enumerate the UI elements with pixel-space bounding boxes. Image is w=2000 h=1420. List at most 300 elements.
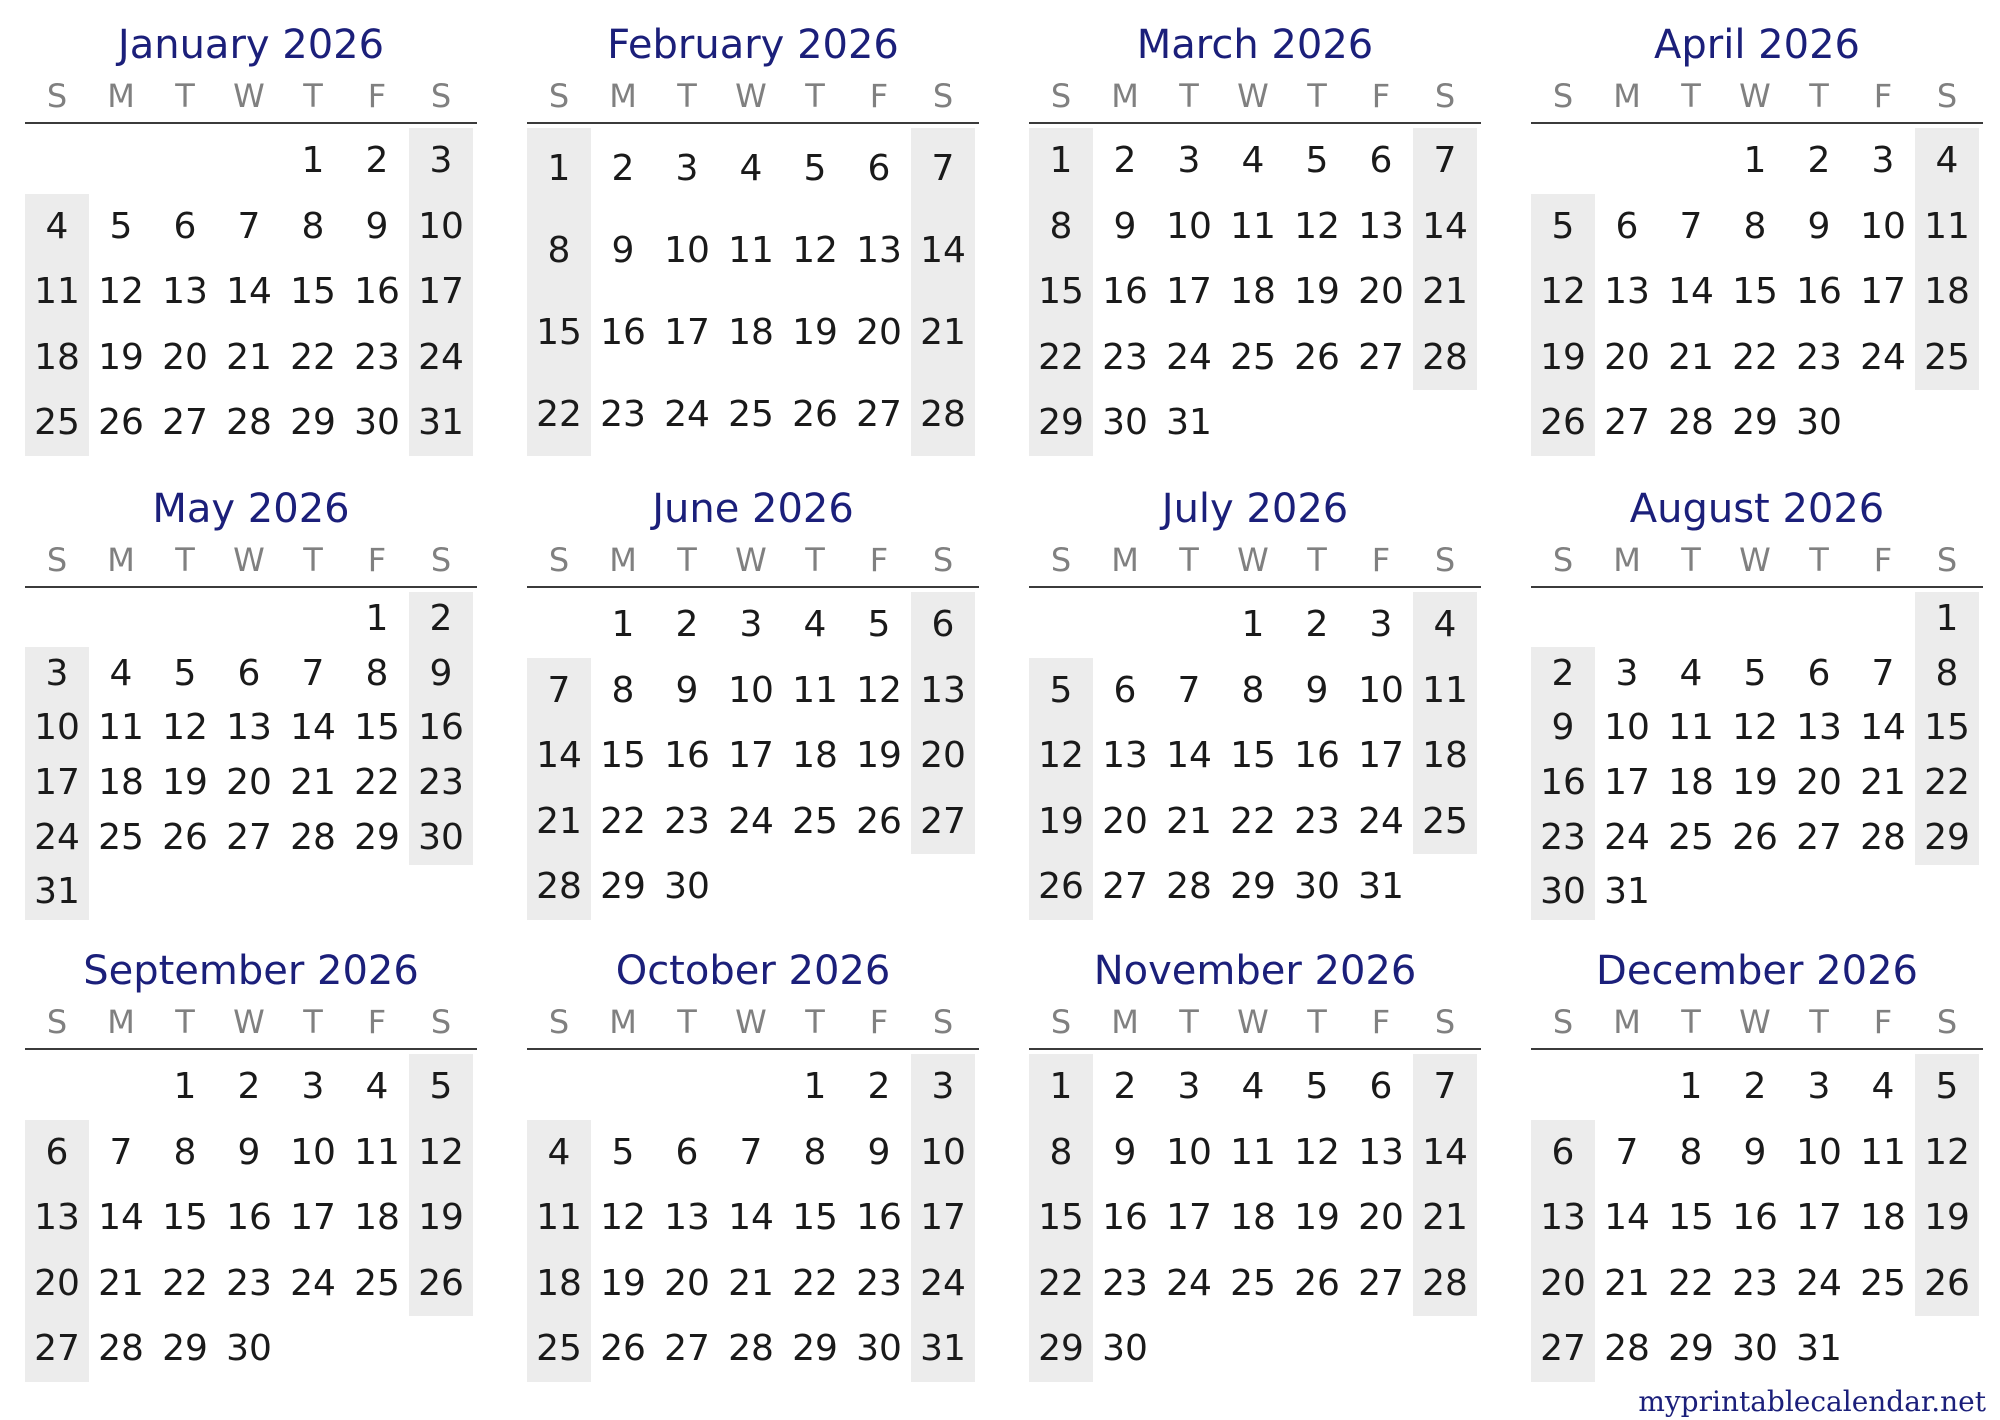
day-cell: 9 <box>429 652 453 694</box>
day-cell: 5 <box>1743 652 1767 694</box>
day-cell: 23 <box>354 336 400 378</box>
header-rule <box>1531 586 1983 588</box>
day-cell: 29 <box>1038 1328 1084 1370</box>
weekday-header: T <box>1809 77 1829 115</box>
day-cell: 29 <box>290 402 336 444</box>
weekday-header: S <box>46 77 68 115</box>
weekday-header: W <box>1237 541 1269 579</box>
day-cell: 2 <box>867 1066 891 1107</box>
day-cell: 28 <box>1604 1328 1650 1370</box>
day-cell: 12 <box>98 271 144 313</box>
day-cell: 13 <box>226 707 272 749</box>
weekday-header: M <box>609 77 637 115</box>
weekday-header: S <box>46 541 68 579</box>
day-cell: 15 <box>792 1197 838 1239</box>
month-title: July 2026 <box>1161 486 1349 532</box>
day-cell: 16 <box>1796 271 1842 313</box>
weekday-header: T <box>1681 1003 1701 1041</box>
day-cell: 14 <box>1422 205 1468 247</box>
day-cell: 27 <box>1796 816 1842 858</box>
day-cell: 17 <box>34 762 80 803</box>
day-cell: 4 <box>109 652 133 694</box>
day-cell: 26 <box>792 394 838 435</box>
day-cell: 18 <box>354 1197 400 1239</box>
day-cell: 12 <box>1038 735 1084 777</box>
day-cell: 2 <box>675 604 699 645</box>
day-cell: 29 <box>162 1328 208 1370</box>
day-cell: 16 <box>1102 271 1148 313</box>
day-cell: 23 <box>1796 336 1842 378</box>
day-cell: 9 <box>1113 1131 1137 1173</box>
weekday-header: W <box>1739 77 1771 115</box>
day-cell: 21 <box>1422 1197 1468 1239</box>
day-cell: 16 <box>1102 1197 1148 1239</box>
weekday-header: T <box>677 541 697 579</box>
day-cell: 21 <box>1604 1262 1650 1304</box>
day-cell: 22 <box>792 1262 838 1304</box>
weekday-header: F <box>1873 1003 1893 1041</box>
day-cell: 15 <box>354 707 400 749</box>
day-cell: 25 <box>34 402 80 444</box>
day-cell: 14 <box>1668 271 1714 313</box>
day-cell: 11 <box>354 1131 400 1173</box>
day-cell: 9 <box>365 205 389 247</box>
day-cell: 23 <box>1540 816 1586 858</box>
day-cell: 8 <box>803 1131 827 1173</box>
day-cell: 28 <box>98 1328 144 1370</box>
weekday-header: T <box>805 541 825 579</box>
day-cell: 30 <box>418 816 464 858</box>
day-cell: 10 <box>1604 707 1650 749</box>
footer-url: myprintablecalendar.net <box>1638 1385 1986 1418</box>
day-cell: 12 <box>1732 707 1778 749</box>
day-cell: 14 <box>1604 1197 1650 1239</box>
day-cell: 27 <box>1540 1328 1586 1370</box>
day-cell: 30 <box>1102 402 1148 444</box>
day-cell: 1 <box>1743 140 1767 181</box>
day-cell: 12 <box>1924 1131 1970 1173</box>
weekday-header: S <box>548 77 570 115</box>
day-cell: 7 <box>301 652 325 694</box>
day-cell: 15 <box>1230 735 1276 777</box>
weekday-header: F <box>367 77 387 115</box>
day-cell: 10 <box>1166 1131 1212 1173</box>
day-cell: 10 <box>34 707 80 749</box>
day-cell: 26 <box>600 1328 646 1370</box>
weekday-header: S <box>932 541 954 579</box>
day-cell: 2 <box>365 140 389 181</box>
day-cell: 9 <box>237 1131 261 1173</box>
weekday-header: F <box>1371 1003 1391 1041</box>
day-cell: 24 <box>1166 336 1212 378</box>
day-cell: 10 <box>1166 205 1212 247</box>
day-cell: 12 <box>418 1131 464 1173</box>
day-cell: 29 <box>600 866 646 908</box>
day-cell: 29 <box>1732 402 1778 444</box>
weekday-header: W <box>233 77 265 115</box>
day-cell: 24 <box>1860 336 1906 378</box>
day-cell: 26 <box>856 800 902 842</box>
day-cell: 7 <box>1679 205 1703 247</box>
weekday-header: S <box>548 1003 570 1041</box>
day-cell: 7 <box>1433 140 1457 181</box>
day-cell: 6 <box>867 148 891 189</box>
day-cell: 24 <box>728 800 774 842</box>
day-cell: 20 <box>1796 762 1842 803</box>
day-cell: 9 <box>1113 205 1137 247</box>
day-cell: 4 <box>803 604 827 645</box>
weekday-header: T <box>303 77 323 115</box>
day-cell: 30 <box>1796 402 1842 444</box>
day-cell: 25 <box>1668 816 1714 858</box>
day-cell: 13 <box>1540 1197 1586 1239</box>
day-cell: 1 <box>547 148 571 189</box>
day-cell: 20 <box>1358 271 1404 313</box>
day-cell: 23 <box>664 800 710 842</box>
weekday-header: T <box>175 541 195 579</box>
weekday-header: M <box>1111 1003 1139 1041</box>
day-cell: 28 <box>290 816 336 858</box>
weekday-header: M <box>107 1003 135 1041</box>
month-march <box>1029 20 1481 456</box>
day-cell: 11 <box>34 271 80 313</box>
weekday-header: W <box>1237 77 1269 115</box>
day-cell: 18 <box>1668 762 1714 803</box>
weekday-header: F <box>1371 541 1391 579</box>
day-cell: 6 <box>173 205 197 247</box>
day-cell: 24 <box>920 1262 966 1304</box>
day-cell: 7 <box>1177 669 1201 711</box>
day-cell: 27 <box>664 1328 710 1370</box>
day-cell: 8 <box>1241 669 1265 711</box>
day-cell: 16 <box>418 707 464 749</box>
day-cell: 19 <box>1732 762 1778 803</box>
weekday-header: T <box>1681 541 1701 579</box>
day-cell: 14 <box>536 735 582 777</box>
day-cell: 10 <box>1796 1131 1842 1173</box>
day-cell: 30 <box>1732 1328 1778 1370</box>
day-cell: 21 <box>728 1262 774 1304</box>
day-cell: 31 <box>34 871 80 913</box>
day-cell: 4 <box>1241 1066 1265 1107</box>
day-cell: 8 <box>611 669 635 711</box>
weekday-header: T <box>1179 1003 1199 1041</box>
day-cell: 14 <box>1860 707 1906 749</box>
day-cell: 20 <box>162 336 208 378</box>
weekday-header: T <box>1681 77 1701 115</box>
day-cell: 20 <box>664 1262 710 1304</box>
day-cell: 26 <box>1294 1262 1340 1304</box>
day-cell: 5 <box>173 652 197 694</box>
day-cell: 11 <box>536 1197 582 1239</box>
day-cell: 25 <box>536 1328 582 1370</box>
day-cell: 4 <box>45 205 69 247</box>
weekday-header: M <box>107 77 135 115</box>
day-cell: 3 <box>675 148 699 189</box>
day-cell: 10 <box>290 1131 336 1173</box>
day-cell: 15 <box>1038 271 1084 313</box>
day-cell: 26 <box>1924 1262 1970 1304</box>
day-cell: 15 <box>290 271 336 313</box>
day-cell: 12 <box>1294 1131 1340 1173</box>
day-cell: 4 <box>1871 1066 1895 1107</box>
day-cell: 5 <box>1305 1066 1329 1107</box>
day-cell: 2 <box>1807 140 1831 181</box>
day-cell: 1 <box>803 1066 827 1107</box>
day-cell: 16 <box>1732 1197 1778 1239</box>
day-cell: 2 <box>1113 140 1137 181</box>
day-cell: 29 <box>1230 866 1276 908</box>
day-cell: 2 <box>429 598 453 639</box>
day-cell: 28 <box>1166 866 1212 908</box>
day-cell: 20 <box>1540 1262 1586 1304</box>
weekday-header: M <box>107 541 135 579</box>
day-cell: 6 <box>675 1131 699 1173</box>
day-cell: 26 <box>162 816 208 858</box>
day-cell: 10 <box>1358 669 1404 711</box>
month-title: November 2026 <box>1093 948 1417 994</box>
weekday-header: W <box>1739 541 1771 579</box>
day-cell: 12 <box>1540 271 1586 313</box>
day-cell: 27 <box>1358 336 1404 378</box>
day-cell: 25 <box>792 800 838 842</box>
day-cell: 19 <box>1924 1197 1970 1239</box>
header-rule <box>1029 1048 1481 1050</box>
day-cell: 7 <box>1433 1066 1457 1107</box>
day-cell: 8 <box>1679 1131 1703 1173</box>
day-cell: 25 <box>1230 1262 1276 1304</box>
day-cell: 6 <box>1807 652 1831 694</box>
day-cell: 19 <box>98 336 144 378</box>
day-cell: 30 <box>354 402 400 444</box>
month-title: August 2026 <box>1629 486 1885 532</box>
day-cell: 24 <box>1796 1262 1842 1304</box>
day-cell: 9 <box>1551 707 1575 749</box>
day-cell: 16 <box>664 735 710 777</box>
day-cell: 16 <box>1540 762 1586 803</box>
day-cell: 18 <box>536 1262 582 1304</box>
day-cell: 16 <box>600 312 646 353</box>
weekday-header: T <box>175 1003 195 1041</box>
day-cell: 19 <box>600 1262 646 1304</box>
day-cell: 30 <box>226 1328 272 1370</box>
day-cell: 6 <box>1615 205 1639 247</box>
day-cell: 7 <box>1871 652 1895 694</box>
day-cell: 5 <box>1935 1066 1959 1107</box>
day-cell: 28 <box>1860 816 1906 858</box>
day-cell: 21 <box>1860 762 1906 803</box>
day-cell: 25 <box>98 816 144 858</box>
day-cell: 20 <box>920 735 966 777</box>
day-cell: 17 <box>1604 762 1650 803</box>
day-cell: 3 <box>1871 140 1895 181</box>
day-cell: 17 <box>1166 1197 1212 1239</box>
day-cell: 23 <box>600 394 646 435</box>
day-cell: 24 <box>1358 800 1404 842</box>
day-cell: 8 <box>301 205 325 247</box>
day-cell: 24 <box>290 1262 336 1304</box>
weekday-header: S <box>46 1003 68 1041</box>
day-cell: 23 <box>1294 800 1340 842</box>
day-cell: 20 <box>34 1262 80 1304</box>
day-cell: 21 <box>226 336 272 378</box>
day-cell: 17 <box>1358 735 1404 777</box>
weekday-header: T <box>805 1003 825 1041</box>
day-cell: 13 <box>1358 1131 1404 1173</box>
weekday-header: F <box>869 77 889 115</box>
weekday-header: W <box>1237 1003 1269 1041</box>
day-cell: 2 <box>1113 1066 1137 1107</box>
day-cell: 22 <box>290 336 336 378</box>
day-cell: 7 <box>109 1131 133 1173</box>
day-cell: 17 <box>920 1197 966 1239</box>
month-november <box>1029 946 1481 1382</box>
month-december <box>1531 946 1983 1382</box>
day-cell: 28 <box>1668 402 1714 444</box>
day-cell: 27 <box>1604 402 1650 444</box>
day-cell: 22 <box>162 1262 208 1304</box>
day-cell: 22 <box>600 800 646 842</box>
day-cell: 21 <box>1422 271 1468 313</box>
weekday-header: S <box>1552 541 1574 579</box>
weekday-header: W <box>735 77 767 115</box>
day-cell: 17 <box>664 312 710 353</box>
day-cell: 13 <box>1358 205 1404 247</box>
day-cell: 11 <box>1422 669 1468 711</box>
day-cell: 14 <box>1422 1131 1468 1173</box>
weekday-header: F <box>1873 541 1893 579</box>
header-rule <box>1531 1048 1983 1050</box>
day-cell: 23 <box>856 1262 902 1304</box>
day-cell: 25 <box>1422 800 1468 842</box>
day-cell: 27 <box>162 402 208 444</box>
day-cell: 11 <box>1860 1131 1906 1173</box>
day-cell: 8 <box>173 1131 197 1173</box>
day-cell: 9 <box>1743 1131 1767 1173</box>
day-cell: 3 <box>1177 1066 1201 1107</box>
day-cell: 15 <box>536 312 582 353</box>
day-cell: 7 <box>1615 1131 1639 1173</box>
weekday-header: S <box>1050 77 1072 115</box>
day-cell: 24 <box>1166 1262 1212 1304</box>
month-title: April 2026 <box>1654 22 1860 68</box>
day-cell: 23 <box>1732 1262 1778 1304</box>
day-cell: 10 <box>920 1131 966 1173</box>
day-cell: 16 <box>856 1197 902 1239</box>
day-cell: 6 <box>1369 1066 1393 1107</box>
day-cell: 27 <box>1102 866 1148 908</box>
day-cell: 2 <box>1743 1066 1767 1107</box>
day-cell: 7 <box>547 669 571 711</box>
day-cell: 19 <box>162 762 208 803</box>
day-cell: 13 <box>664 1197 710 1239</box>
day-cell: 21 <box>98 1262 144 1304</box>
header-rule <box>1029 586 1481 588</box>
day-cell: 5 <box>429 1066 453 1107</box>
day-cell: 28 <box>226 402 272 444</box>
weekday-header: F <box>869 541 889 579</box>
weekday-header: F <box>1873 77 1893 115</box>
month-title: January 2026 <box>117 22 385 68</box>
day-cell: 14 <box>728 1197 774 1239</box>
day-cell: 14 <box>920 230 966 271</box>
month-august <box>1531 484 1983 920</box>
day-cell: 25 <box>354 1262 400 1304</box>
day-cell: 26 <box>1294 336 1340 378</box>
day-cell: 8 <box>547 230 571 271</box>
day-cell: 28 <box>536 866 582 908</box>
day-cell: 21 <box>290 762 336 803</box>
day-cell: 24 <box>664 394 710 435</box>
weekday-header: S <box>1050 1003 1072 1041</box>
weekday-header: F <box>1371 77 1391 115</box>
day-cell: 24 <box>1604 816 1650 858</box>
weekday-header: S <box>1552 1003 1574 1041</box>
month-may <box>25 484 477 920</box>
day-cell: 16 <box>354 271 400 313</box>
day-cell: 22 <box>536 394 582 435</box>
weekday-header: T <box>677 77 697 115</box>
day-cell: 30 <box>856 1328 902 1370</box>
day-cell: 20 <box>1102 800 1148 842</box>
day-cell: 13 <box>1796 707 1842 749</box>
weekday-header: M <box>1613 77 1641 115</box>
day-cell: 27 <box>226 816 272 858</box>
day-cell: 9 <box>675 669 699 711</box>
weekday-header: T <box>1179 77 1199 115</box>
weekday-header: S <box>1050 541 1072 579</box>
day-cell: 5 <box>109 205 133 247</box>
day-cell: 30 <box>1294 866 1340 908</box>
day-cell: 20 <box>226 762 272 803</box>
weekday-header: M <box>1111 541 1139 579</box>
day-cell: 28 <box>728 1328 774 1370</box>
month-october <box>527 946 979 1382</box>
weekday-header: M <box>609 541 637 579</box>
header-rule <box>1029 122 1481 124</box>
day-cell: 26 <box>98 402 144 444</box>
day-cell: 23 <box>1102 336 1148 378</box>
weekday-header: F <box>869 1003 889 1041</box>
day-cell: 4 <box>739 148 763 189</box>
day-cell: 6 <box>1113 669 1137 711</box>
day-cell: 11 <box>792 669 838 711</box>
day-cell: 1 <box>1679 1066 1703 1107</box>
day-cell: 5 <box>867 604 891 645</box>
day-cell: 31 <box>1604 871 1650 913</box>
day-cell: 26 <box>1038 866 1084 908</box>
day-cell: 12 <box>162 707 208 749</box>
day-cell: 23 <box>1102 1262 1148 1304</box>
day-cell: 10 <box>728 669 774 711</box>
day-cell: 1 <box>365 598 389 639</box>
day-cell: 13 <box>162 271 208 313</box>
header-rule <box>1531 122 1983 124</box>
day-cell: 13 <box>920 669 966 711</box>
day-cell: 25 <box>1230 336 1276 378</box>
day-cell: 21 <box>920 312 966 353</box>
day-cell: 18 <box>34 336 80 378</box>
day-cell: 15 <box>1732 271 1778 313</box>
day-cell: 15 <box>162 1197 208 1239</box>
day-cell: 14 <box>290 707 336 749</box>
day-cell: 20 <box>1604 336 1650 378</box>
day-cell: 1 <box>1049 1066 1073 1107</box>
day-cell: 26 <box>1540 402 1586 444</box>
day-cell: 28 <box>1422 336 1468 378</box>
day-cell: 2 <box>1305 604 1329 645</box>
day-cell: 5 <box>1551 205 1575 247</box>
